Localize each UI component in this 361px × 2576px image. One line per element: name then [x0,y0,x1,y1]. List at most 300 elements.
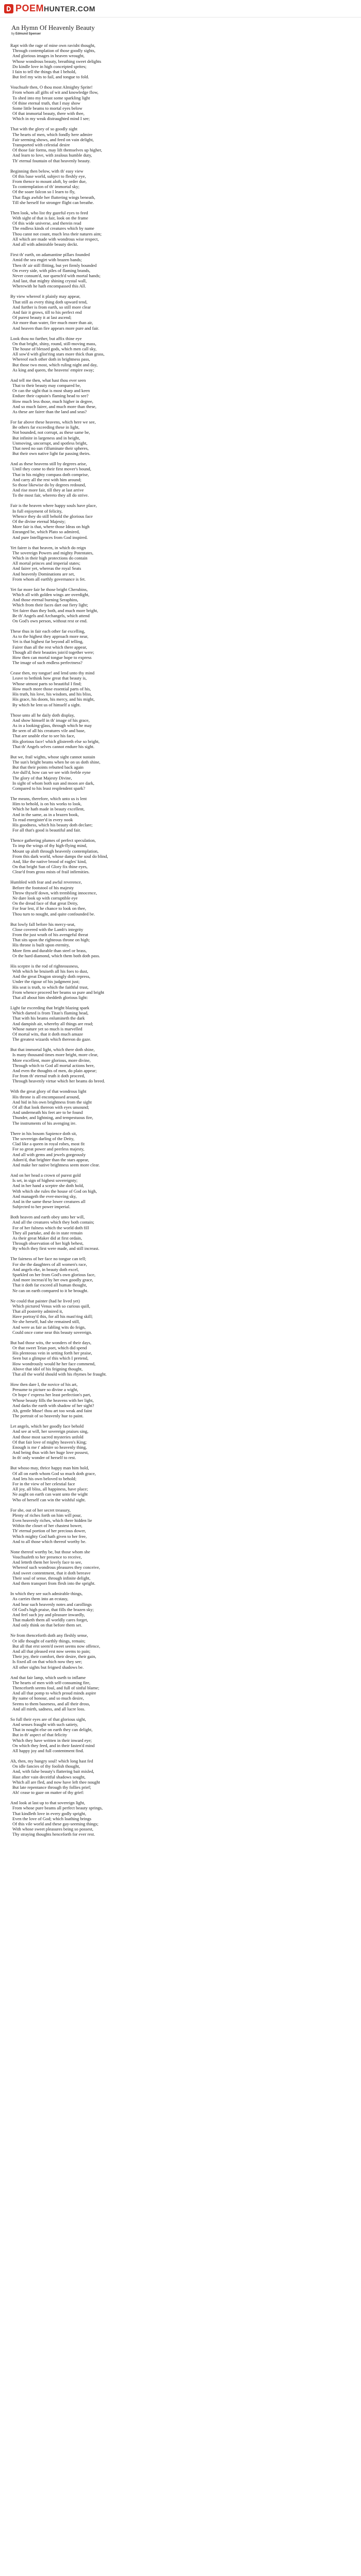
poem-line: Enough is me t' admire so heavenly thing, [12,1445,87,1450]
poem-line: And lets his own beloved to behold; [12,1476,77,1481]
poem-line: Who of herself can win the wishful sight. [12,1497,86,1502]
poem-line: Mount up aloft through heavenly contemplation, [12,848,99,854]
poem-line: All mortal princes and imperial states; [12,561,80,566]
poem-line: Yet fairer is that heaven, in which do reign [10,545,86,550]
poem-line: They all partake, and do in state remain [12,1230,83,1235]
poem-line: As in a looking-glass, through which he may [12,722,92,728]
poem-line: But late repentance through thy follies prief; [12,1784,91,1790]
poem-line: Then th' air still flitting, but yet firmly bounded [12,262,97,268]
poem-line: Close covered with the Lamb's integrity [12,926,84,932]
poem-line: That to their beauty may compared be, [12,382,81,388]
poem-line: Those unto all he daily doth display, [10,712,75,718]
stanza [10,587,144,623]
poem-line: The house of blessed gods, which men call sky, [12,346,97,351]
poem-line: Even the love of God; which loathing brings [12,1816,91,1821]
poem-line: On which they feed, and in their fasten'd mind [12,1742,95,1748]
poem-line: Or that sweet Teian poet, which did spend [12,1345,87,1350]
poem-line: Be th' Angels and Archangels, which attend [12,613,90,618]
stanza [10,1298,144,1335]
poem-line: Is set, in sign of highest sovereignty; [12,1178,78,1183]
poem-line: Wherewith he hath encompassed this All. [12,283,86,289]
poem-line: Seen but a glimpse of this which I pretend, [12,1355,89,1361]
poem-line: That sits upon the righteous throne on high; [12,937,90,943]
poem-line: And feel such joy and pleasure inwardly, [12,1612,85,1617]
poem-line: That in nought else on earth they can delight, [12,1727,93,1733]
poem-line: But their own native light far passing theirs. [12,451,91,456]
poem-line: By which he lent us of himself a sight. [12,702,81,707]
poem-line: Though all their beauties join'd together were; [12,649,94,655]
poem-line: Rapt with the rage of mine own ravisht thought, [10,43,95,48]
poem-line: More fair is that, where those Ideas on high [12,524,90,530]
poem-line: That are unable else to see his face, [12,733,75,739]
poem-line: Till she herself for stronger flight can breathe. [12,199,94,205]
poem-line: Subjected to her power imperial. [12,1204,71,1210]
poem-line: Sparkled on her from God's own glorious face, [12,1272,95,1277]
poem-line: Is fixed all on that which now they see; [12,1659,83,1665]
poem-line: Ah, gentle Muse! thou art too weak and faint [12,1408,92,1414]
poem-line: To the most fair, whereto they all do strive. [12,493,89,498]
poem-line: From the just wrath of his avengeful threat [12,932,88,937]
poem-line: The greatest wizards which thereon do gaze. [12,1037,91,1042]
poem-line: Cease then, my tongue! and lend unto thy mind [10,670,95,676]
poem-line: Yet far more fair be those bright Cherubins, [10,586,88,592]
poem-line: And tell me then, what hast thou ever seen [10,377,86,383]
poem-line: And fair it grows, till to his perfect end [12,309,82,315]
poem-line: In th' only wonder of herself to rest. [12,1455,76,1461]
poem-line: And being thus with her huge love possest, [12,1450,89,1455]
poem-line: As these are fairer than the land and seas? [12,409,87,414]
poem-line: And more increas'd by her own goodly grace, [12,1277,93,1283]
poem-line: Of this vile world and these gay-seeming things; [12,1821,99,1826]
poem-line: His throne is built upon eternity, [12,942,70,948]
poem-line: Ah! cease to gaze on matter of thy grief: [12,1790,84,1795]
poem-line: Ne could that painter (had he lived yet) [10,1298,80,1303]
poem-line: For she the daughters of all women's race, [12,1261,87,1267]
poem-line: And see at will, her sovereign praises sing, [12,1429,89,1434]
poem-line: And last, that mighty shining crystal wall, [12,278,87,284]
poem-line: Of those fair forms, may lift themselves up higher, [12,147,102,153]
poem-line: As to the highest they approach more near, [12,634,89,639]
poem-line: His goodness, which his beauty doth declare; [12,822,93,827]
stanza [10,879,144,916]
poem-line: The sovereign Powers and mighty Potentates, [12,550,94,555]
poem-line: On idle fancies of thy foolish thought, [12,1764,80,1769]
poem-line: And, like the native brood of eagles' kind, [12,858,87,864]
poem-line: And only think on that before them set. [12,1622,83,1628]
poem-line: And in the same, as in a brazen book, [12,811,79,817]
poem-line: Is many thousand times more bright, more clear, [12,1052,99,1058]
stanza [10,1549,144,1586]
poem-line: But lowly fall before his mercy-seat, [10,921,76,927]
poem-line: Throw thyself down, with trembling innocence, [12,890,97,895]
poem-line: And show himself in th' image of his grace, [12,717,90,723]
stanza [10,545,144,582]
poem-line: With which she rules the house of God on high, [12,1188,97,1194]
stanza [10,1758,144,1795]
poem-line: His plenteous vein in setting forth her praise, [12,1350,92,1356]
poem-line: As carries them into an ecstasy, [12,1596,69,1602]
poem-line: There in his bosom Sapience doth sit, [10,1130,77,1136]
poem-line: Unmoving, uncorrupt, and spotless bright, [12,440,88,446]
poem-line: From whom all earthly governance is fet. [12,576,86,582]
poem-line: His glorious face! which glistereth else so bright, [12,738,100,744]
poem-line: But whoso may, thrice happy man him hold, [10,1465,89,1471]
poem-line: Ne she herself, had she remained still, [12,1319,80,1325]
poem-line: All which are made with wondrous wise respect, [12,236,99,242]
poem-line: Their joy, their comfort, their desire, their gain, [12,1654,96,1659]
poem-line: But that their points rebutted back again [12,765,84,770]
poem-line: Leave to bethink how great that beauty is, [12,675,87,681]
poem-line: Or the hard diamond, which them both doth pass. [12,953,100,958]
poem-line: As king and queen, the heavens' empire sway; [12,367,94,372]
poem-line: Through heavenly virtue which her beams do breed. [12,1078,105,1084]
stanza [10,252,144,289]
poem-line: Presume to picture so divine a wight, [12,1387,78,1393]
poem-line: How much more those essential parts of his, [12,686,91,691]
site-logo[interactable] [4,3,95,14]
stanza [10,336,144,372]
poem-line: Of the divine eternal Majesty; [12,519,66,524]
poem-line: The hearts of men, which fondly here admire [12,131,93,137]
poem-line: Through observation of her high behest, [12,1241,84,1246]
poem-line: Of all that look thereon with eyes unsound; [12,1105,89,1110]
poem-line: So full their eyes are of that glorious sight, [10,1716,86,1722]
poem-line: The glory of that Majesty Divine, [12,775,72,781]
poem-line: Within the closet of her chastest bower, [12,1523,83,1529]
poem-line: Even heavenly riches, which there hidden lie [12,1518,92,1523]
poem-line: That need no sun t'illuminate their spheres, [12,445,89,451]
poem-line: And on her head a crown of purest gold [10,1172,81,1178]
poem-line: Some little beams to mortal eyes below [12,106,83,111]
poem-line: So those likewise do by degrees redound, [12,482,86,487]
poem-line: And as these heavens still by degrees arise, [10,461,87,467]
poem-line: And hear such heavenly notes and carollings [12,1601,92,1607]
poem-line: That with his beams enlumineth the dark [12,1015,85,1021]
poem-line: Whose beauty fills the heavens with her light, [12,1397,94,1403]
poem-line: Which he hath made in beauty excellent, [12,806,85,812]
poem-line: Whose wondrous beauty, breathing sweet delights [12,58,102,64]
poem-line: For from th' eternal truth it doth proceed, [12,1073,85,1079]
poem-title: An Hymn Of Heavenly Beauty [11,24,95,31]
poem-line: For of her fulness which the world doth fill [12,1225,89,1230]
poem-line: Which pictured Venus with so curious quill, [12,1303,90,1309]
stanza [10,1173,144,1209]
poem-line: Compared to his least resplendent spark? [12,785,86,791]
poem-line: In sight of whom both sun and moon are dark, [12,780,94,786]
poem-line: Light far exceeding that bright blazing spark [10,1005,90,1011]
poem-line: Which from their faces dart out fiery light; [12,602,88,608]
poem-line: Under the rigour of his judgment just; [12,979,80,985]
poem-line: As their great Maker did at first ordain, [12,1235,83,1241]
poem-line: Of this wide universe, and therein read [12,221,81,226]
poem-line: And all with gems and jewels gorgeously [12,1151,86,1157]
stanza [10,1465,144,1502]
stanza [10,1047,144,1083]
poem-line: Before the footstool of his majesty [12,885,74,890]
poem-line: Beginning then below, with th' easy view [10,168,84,174]
poem-line: Hast after vain deceitful shadows sought, [12,1774,86,1780]
author-link[interactable]: Edmund Spenser [15,32,41,36]
poem-line: On every side, with piles of flaming brands, [12,267,91,273]
logo-text-first: POEM [15,3,44,13]
poem-line: And all mirth, sadness, and all lucre loss. [12,1706,86,1711]
poem-line: His throne is all encompassed around, [12,1094,80,1099]
poem-line: Have portray'd this, for all his mast'ring skill; [12,1314,93,1319]
poem-line: Of all on earth whom God so much doth grace, [12,1470,96,1476]
poem-line: All sow'd with glist'ring stars more thick than grass, [12,351,105,357]
poem-line: On the dread face of that great Deity, [12,901,78,906]
poem-line: Transported with celestial desire [12,142,70,148]
poem-line: With whose sweet pleasures being so possest, [12,1826,93,1832]
poem-line: And those most sacred mysteries unfold [12,1434,84,1439]
poem-line: And heaven than fire appears more pure and fair. [12,325,100,331]
poem-line: Which mighty God hath given to her free, [12,1533,87,1539]
poem-line: And manageth the ever-moving sky, [12,1193,77,1199]
poem-line: Vouchsafeth to her presence to receive, [12,1554,82,1560]
poem-line: Which they have written in their inward eye; [12,1737,92,1743]
poem-line: And carry all the rest with him around; [12,477,81,482]
stanza [10,1256,144,1293]
poem-line: Enranged be, which Plato so admired, [12,529,80,535]
poem-line: Could once come near this beauty sovereign. [12,1329,92,1335]
poem-line: Fair is the heaven where happy souls have place, [10,503,97,509]
stanza [10,838,144,874]
poem-line: Through contemplation of those goodly sights, [12,48,95,54]
poem-line: From whom all gifts of wit and knowledge flow, [12,90,99,95]
poem-line: Or idle thought of earthly things, remain; [12,1638,86,1643]
poem-line: To imp the wings of thy high-flying mind, [12,843,88,849]
poem-line: How then can mortal tongue hope to express [12,655,92,660]
stanza [10,43,144,79]
poem-line: Whence they do still behold the glorious face [12,513,93,519]
poem-line: On that bright, shiny, round, still-moving mass, [12,341,96,346]
poem-line: Or can the sight that is most sharp and keen [12,388,90,394]
stanza [10,378,144,414]
poem-line: And underneath his feet are to be found [12,1110,83,1115]
poem-line: Never consum'd, nor quench'd with mortal hands; [12,273,101,278]
poem-line: Be seen of all his creatures vile and base, [12,728,86,734]
poem-line: Which in their high protections do contain [12,555,88,561]
poem-line: Endure their captain's flaming head to see? [12,393,89,399]
poem-line: How much less those, much higher in degree, [12,398,93,404]
poem-line: Which in my weak distraughted mind I see; [12,116,90,122]
poem-line: That maketh them all worldly cares forget, [12,1617,88,1623]
stanza [10,629,144,665]
poem-line: With the great glory of that wondrous light [10,1089,87,1094]
poem-line: And, with false beauty's flattering bait misled, [12,1769,94,1774]
poem-line: The endless kinds of creatures which by name [12,226,94,231]
poem-line: And all with admirable beauty deckt. [12,242,78,247]
poem-line: The hearts of men with self-consuming fire, [12,1680,91,1685]
poem-line: Are dull'd, how can we see with feeble eyne [12,770,91,775]
poem-line: And make her native brightness seem more clear. [12,1162,100,1167]
poem-line: Him to behold, is on his works to look, [12,801,82,807]
poem-line: His seat is truth, to which the faithful trust, [12,984,89,990]
poem-line: To read enregister'd in every nook [12,817,73,822]
poem-line: And pure Intelligences from God inspired. [12,534,88,540]
poem-line: The fairness of her face no tongue can tell; [10,1256,86,1262]
poem-line: Ne from thenceforth doth any fleshly sense, [10,1633,88,1638]
stanza [10,1340,144,1377]
poem-line: Adorn'd, that brighter than the stars appear, [12,1157,89,1162]
poem-line: Clear'd from gross mists of frail infirmities. [12,869,90,875]
poem-line: All happy joy and full contentment find. [12,1748,84,1753]
stanza [10,1005,144,1042]
poem-line: More excellent, more glorious, more divine, [12,1057,91,1063]
poem-line: Then look, who list thy gazeful eyes to feed [10,210,88,215]
poem-line: And those eternal burning Seraphins, [12,597,78,603]
poem-line: Look thou no further, but affix thine eye [10,335,82,341]
poem-line: Or hope t' express her least perfection's part, [12,1392,91,1398]
poem-line: From this dark world, whose damps the soul do blind, [12,853,108,859]
poem-line: Fairer than all the rest which there appear, [12,644,87,650]
poem-line: That it doth far exceed all human thought, [12,1282,87,1288]
stanza [10,168,144,205]
stanza [10,670,144,707]
poem-line: Which all are fled, and now have left thee nought [12,1779,100,1785]
poem-line: Ne aught on earth can want unto the wight [12,1492,88,1497]
poem-line: More firm and durable than steel or brass, [12,947,87,953]
poem-line: That all the world should with his rhymes be fraught. [12,1371,107,1377]
poem-line: From whose pure beams all perfect beauty springs, [12,1805,103,1811]
poem-line: Plenty of riches forth on him will pour, [12,1512,82,1518]
poem-line: How then dare I, the novice of his art, [10,1382,78,1387]
poem-line: Thunder, and lightning, and tempestuous fire, [12,1115,93,1121]
stanza [10,1382,144,1418]
poem-line: Which all with golden wings are overdight, [12,592,90,598]
poem-line: But those two most, which ruling night and day, [12,362,98,367]
poem-line: First th' earth, on adamantine pillars founded [10,252,90,258]
poem-line: By which they first were made, and still increast. [12,1246,100,1251]
poem-line: Not bounded, not corrupt, as these same be, [12,430,90,435]
poem-line: And that fair lamp, which useth to inflame [10,1674,86,1680]
poem-line: That with the glory of so goodly sight [10,126,78,132]
poem-line: That still as every thing doth upward tend, [12,299,88,304]
poem-line: Thy straying thoughts henceforth for ever rest. [12,1832,95,1837]
poem-line: But in th' aspect of that felicity [12,1732,68,1738]
poem-line: And to all those which thereof worthy be. [12,1538,87,1544]
poem-line: And all that pomp to which proud minds aspire [12,1690,96,1696]
poem-line: For in the view of her celestial face [12,1481,75,1487]
poem-line: Which darted is from Titan's flaming head, [12,1010,89,1016]
poem-line: And further is from earth, so still more clear [12,304,91,310]
poem-line: From thence to mount aloft, by order due, [12,179,87,184]
poem-line: The sovereign darling of the Deity, [12,1136,75,1141]
poem-line: That all posterity admired it, [12,1308,63,1314]
poem-line: That flags awhile her fluttering wings beneath, [12,194,95,200]
stanza [10,713,144,749]
stanza [10,210,144,247]
poem-line: That th' Angels selves cannot endure his sight. [12,743,95,749]
poem-line: That in his mighty compass doth comprise, [12,471,89,477]
stanza [10,1131,144,1167]
poem-line: Until they come to their first mover's bound, [12,466,91,472]
poem-line: Th' eternal portion of her precious dower, [12,1528,86,1534]
stanza [10,1800,144,1837]
poem-line: Humbled with fear and awful reverence, [10,879,82,885]
stanza [10,419,144,456]
stanza [10,796,144,833]
stanza [10,1423,144,1460]
poem-line: Of that immortal beauty, there with thee, [12,111,85,116]
poem-line: Whose utmost parts so beautiful I find; [12,681,82,686]
poem-line: And heavenly Dominations are set, [12,571,75,577]
poem-line: Clad like a queen in royal robes, most fit [12,1141,85,1147]
poem-line: Of mortal wits, that it doth much amaze [12,1031,83,1037]
poem-logo-icon [4,4,13,13]
poem-line: And letteth them her lovely face to see, [12,1560,83,1565]
poem-line: His sceptre is the rod of righteousness, [10,963,79,969]
poem-line: But all that erst seem'd sweet seems now offence, [12,1643,101,1649]
poem-line: Ah, then, my hungry soul! which long hast fed [10,1758,93,1764]
poem-line: That all about him sheddeth glorious light: [12,995,88,1001]
poem-line: How wondrously would he her face commend, [12,1361,96,1366]
poem-line: On God's own person, without rest or end. [12,618,88,624]
poem-line: And angels eke, in beauty doth excel, [12,1266,79,1272]
poem-line: Yet is that highest far beyond all telling, [12,639,84,645]
poem-line: And glorious images in heaven wrought, [12,53,85,59]
poem-line: For all that's good is beautiful and fair. [12,827,81,833]
poem-line: Do kindle love in high conceipted sprites; [12,63,87,69]
poem-line: Of God's high praise, that fills the brazen sky; [12,1606,94,1612]
poem-line: Amid the sea engirt with brazen bands; [12,257,82,263]
poem-line: Yet fairer than they both, and much more bright, [12,607,99,613]
stanza [10,126,144,163]
poem-content [0,18,361,1837]
poem-line: The portrait of so heavenly hue to paint. [12,1413,84,1419]
poem-line: Whereof such wondrous pleasures they conceive, [12,1565,100,1570]
poem-line: Through which to God all mortal actions here, [12,1062,95,1068]
byline-prefix: by [11,32,15,36]
poem-line: And in her hand a sceptre she doth hold, [12,1183,84,1189]
poem-line: His grace, his doom, his mercy, and his might, [12,697,95,702]
poem-line: And were as fair as fabling wits do feign, [12,1324,86,1330]
poem-line: Thenceforth seems foul, and full of sinful blame; [12,1685,100,1690]
poem-line: Let angels, which her goodly face behold [10,1423,84,1429]
poem-line: To shed into my breast some sparkling light [12,95,90,100]
poem-line: And learn to love, with zealous humble duty, [12,152,92,158]
poem-line: And all that pleased erst now seems to pain; [12,1648,91,1654]
poem-line: For far above these heavens, which here we see, [10,419,96,425]
poem-line: Their soul of sense, through infinite delight, [12,1575,91,1581]
poem-line: Air more than water, fire much more than air, [12,320,93,326]
poem-line: To contemplation of th' immortal sky; [12,184,80,190]
byline [11,32,361,36]
site-header [0,0,361,18]
poem-line: Thou turn to nought, and quite confounded be. [12,911,95,917]
poem-line: Both heaven and earth obey unto her will, [10,1214,85,1220]
poem-line: And senses fraught with such satiety, [12,1721,78,1727]
poem-line: That kindleth love in every godly spright, [12,1810,86,1816]
poem-line: By view whereof it plainly may appear, [10,294,80,299]
poem-line: All joy, all bliss, all happiness, have place; [12,1486,88,1492]
poem-line: And hid in his own brightness from the sight [12,1099,92,1105]
stanza [10,1675,144,1711]
poem-line: But feel my wits to fail, and tongue to fold. [12,74,89,80]
poem-line: The instruments of his avenging ire. [12,1120,77,1126]
poem-line: And darks the earth with shadow of her sight? [12,1402,94,1408]
poem-line: Seems to them baseness, and all their dross, [12,1701,90,1706]
poem-line: Whereof each other doth in brightness pass, [12,357,90,362]
poem-line: And fairer yet, whereas the royal Seats [12,566,81,571]
stanza [10,1591,144,1628]
stanza [10,922,144,958]
poem-line: With which he bruiseth all his foes to dust, [12,969,88,974]
poem-line: Vouchsafe then, O thou most Almighty Sprite! [10,84,93,90]
stanza [10,1089,144,1125]
stanza [10,754,144,791]
poem-line: In which they see such admirable things, [10,1591,83,1597]
